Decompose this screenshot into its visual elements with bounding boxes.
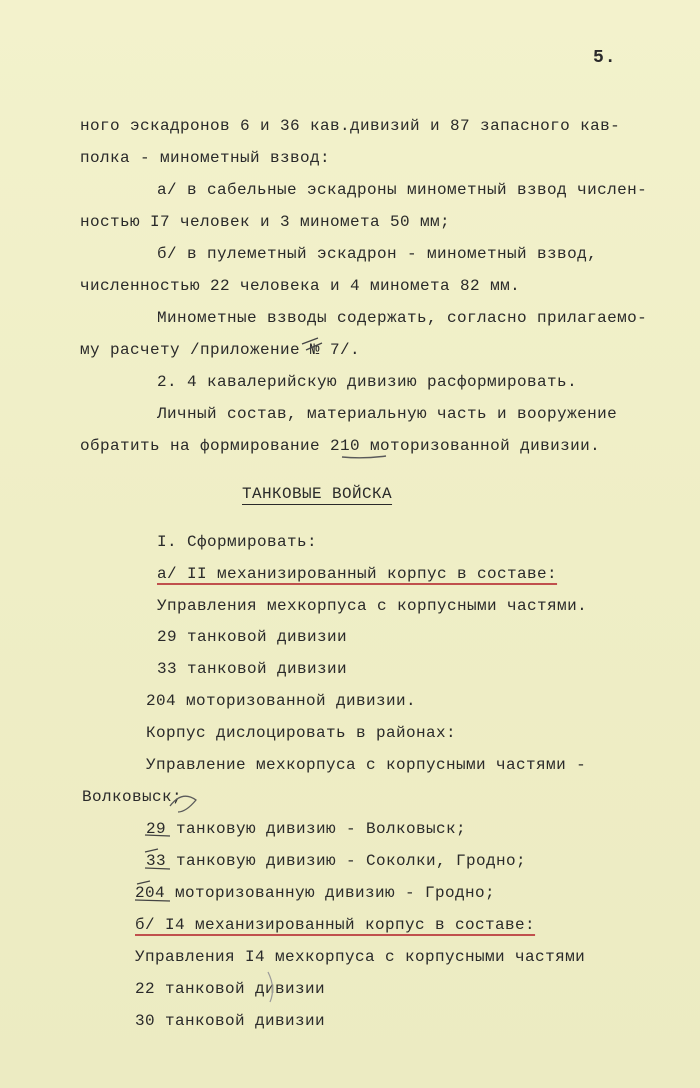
text-line: ного эскадронов 6 и 36 кав.дивизий и 87 запасного кав- (80, 117, 621, 135)
text-line: 204 моторизованной дивизии. (146, 692, 417, 710)
text-line: Управление мехкорпуса с корпусными частями - (146, 756, 587, 774)
text-line: Управления I4 мехкорпуса с корпусными частями (135, 948, 586, 966)
text-line: Управления мехкорпуса с корпусными частями. (157, 597, 588, 615)
text-line: б/ в пулеметный эскадрон - минометный взвод, (157, 245, 598, 263)
text-line: 2. 4 кавалерийскую дивизию расформировать. (157, 373, 578, 391)
text-line: Волковыск; (82, 788, 183, 806)
page-number: 5. (593, 48, 617, 68)
text-line: а/ в сабельные эскадроны минометный взвод числен- (157, 181, 648, 199)
text-line: а/ II механизированный корпус в составе: (157, 565, 558, 583)
section-heading: ТАНКОВЫЕ ВОЙСКА (242, 485, 393, 503)
text-line: численностью 22 человека и 4 миномета 82 мм. (80, 277, 521, 295)
text-line: Личный состав, материальную часть и вооружение (157, 405, 618, 423)
text-line: I. Сформировать: (157, 533, 318, 551)
text-line: 29 танковой дивизии (157, 628, 348, 646)
text-line: 30 танковой дивизии (135, 1012, 326, 1030)
text-line: 29 танковую дивизию - Волковыск; (146, 820, 467, 838)
text-line: 33 танковой дивизии (157, 660, 348, 678)
text-line: 22 танковой дивизии (135, 980, 326, 998)
text-line: обратить на формирование 210 моторизованной дивизии. (80, 437, 601, 455)
text-line: 204 моторизованную дивизию - Гродно; (135, 884, 496, 902)
text-line: Корпус дислоцировать в районах: (146, 724, 457, 742)
text-line: 33 танковую дивизию - Соколки, Гродно; (146, 852, 527, 870)
text-line: му расчету /приложение № 7/. (80, 341, 361, 359)
text-line: полка - минометный взвод: (80, 149, 331, 167)
text-line: ностью I7 человек и 3 миномета 50 мм; (80, 213, 451, 231)
text-line: б/ I4 механизированный корпус в составе: (135, 916, 536, 934)
text-line: Минометные взводы содержать, согласно прилагаемо- (157, 309, 648, 327)
